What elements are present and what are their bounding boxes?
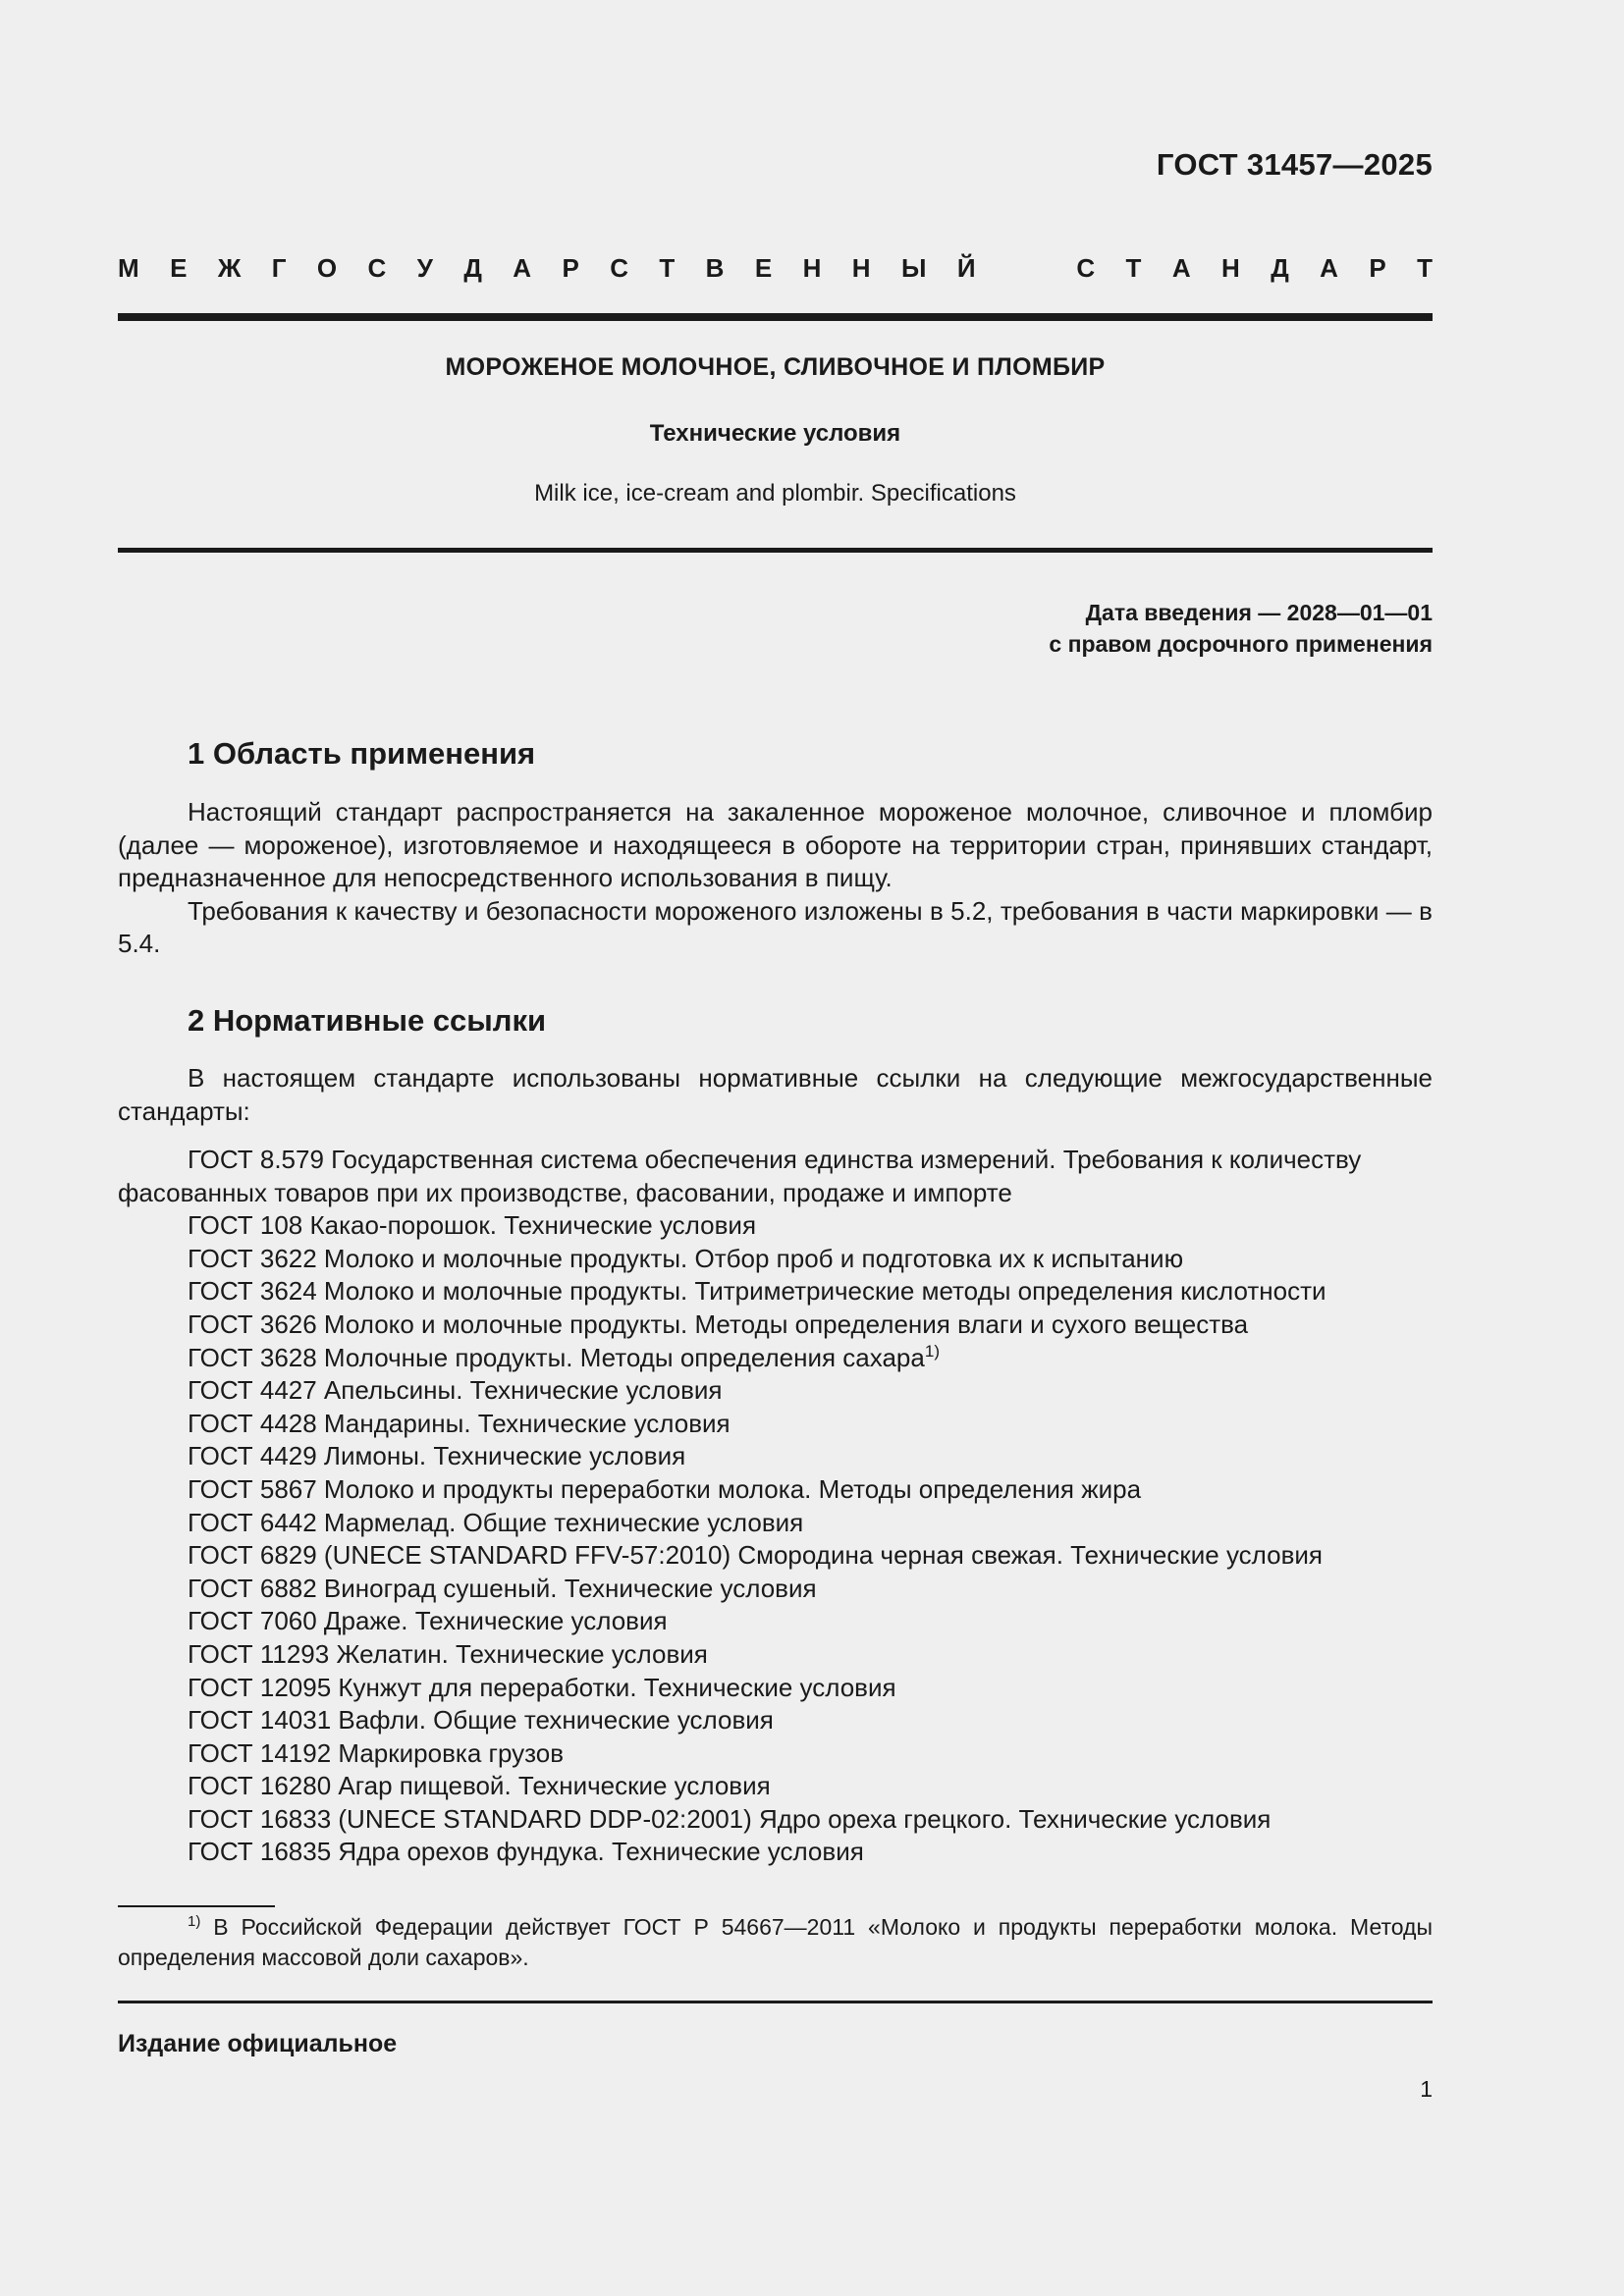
- banner-letter: Е: [170, 253, 188, 283]
- normative-references-list: [118, 1144, 1433, 1869]
- reference-item: [118, 1342, 1433, 1375]
- banner-letter: О: [316, 253, 338, 283]
- reference-text: ГОСТ 16833 (UNECE STANDARD DDP-02:2001) Ядро ореха грецкого. Технические условия: [188, 1803, 1272, 1834]
- reference-text: ГОСТ 16835 Ядра орехов фундука. Технические условия: [188, 1837, 864, 1867]
- banner-letter: Р: [562, 253, 579, 283]
- banner-letter: А: [513, 253, 532, 283]
- banner-letter: Т: [1417, 253, 1433, 283]
- reference-footnote-mark: 1): [924, 1341, 940, 1361]
- section-2-heading: 2 Нормативные ссылки: [188, 1003, 547, 1038]
- banner-letter: Н: [1221, 253, 1240, 283]
- title-rule: [118, 548, 1433, 553]
- reference-item: [118, 1638, 1433, 1672]
- section-1-body: [118, 796, 1433, 961]
- banner-letter: А: [1171, 253, 1191, 283]
- reference-text: ГОСТ 6442 Мармелад. Общие технические условия: [188, 1507, 804, 1537]
- banner-letter: Т: [1125, 253, 1142, 283]
- reference-item: [118, 1440, 1433, 1473]
- banner-letter: Д: [1271, 253, 1289, 283]
- page-number: 1: [1420, 2076, 1433, 2102]
- reference-item: [118, 1374, 1433, 1408]
- reference-text: ГОСТ 3624 Молоко и молочные продукты. Титриметрические методы определения кислотности: [188, 1276, 1326, 1307]
- document-subtitle: Технические условия: [649, 420, 901, 447]
- reference-item: [118, 1770, 1433, 1803]
- banner-letter: С: [610, 253, 628, 283]
- document-title: МОРОЖЕНОЕ МОЛОЧНОЕ, СЛИВОЧНОЕ И ПЛОМБИР: [445, 353, 1106, 381]
- reference-text: ГОСТ 12095 Кунжут для переработки. Технические условия: [188, 1672, 896, 1702]
- reference-item: [118, 1209, 1433, 1243]
- footnote-mark: 1): [188, 1913, 201, 1930]
- official-edition-label: Издание официальное: [118, 2030, 398, 2057]
- reference-text: ГОСТ 8.579 Государственная система обеспечения единства измерений. Требования к количеству фасованных товаров при их производстве, фасовании, продаже и импорте: [118, 1145, 1362, 1207]
- reference-text: ГОСТ 3628 Молочные продукты. Методы определения сахара: [188, 1342, 925, 1372]
- reference-text: ГОСТ 14192 Маркировка грузов: [188, 1737, 565, 1768]
- footer-rule: [118, 2001, 1433, 2003]
- english-title: Milk ice, ice-cream and plombir. Specifications: [534, 480, 1016, 507]
- reference-text: ГОСТ 11293 Желатин. Технические условия: [188, 1638, 708, 1669]
- reference-text: ГОСТ 14031 Вафли. Общие технические условия: [188, 1705, 774, 1735]
- banner-letter: Т: [659, 253, 676, 283]
- reference-item: [118, 1243, 1433, 1276]
- reference-text: ГОСТ 16280 Агар пищевой. Технические условия: [188, 1771, 771, 1801]
- banner-letter: Ы: [900, 253, 927, 283]
- section-2-intro: [118, 1062, 1433, 1128]
- banner-letter: Н: [802, 253, 822, 283]
- banner-letter: Н: [851, 253, 871, 283]
- banner-letter: Й: [956, 253, 976, 283]
- reference-text: ГОСТ 6829 (UNECE STANDARD FFV-57:2010) Смородина черная свежая. Технические условия: [188, 1540, 1323, 1571]
- banner-letter: В: [705, 253, 725, 283]
- reference-item: [118, 1473, 1433, 1507]
- banner-letter: Г: [271, 253, 287, 283]
- section-1-paragraph: Требования к качеству и безопасности мороженого изложены в 5.2, требования в части маркировки — в 5.4.: [118, 895, 1433, 959]
- reference-item: [118, 1803, 1433, 1837]
- section-1-heading: 1 Область применения: [188, 736, 536, 771]
- reference-text: ГОСТ 5867 Молоко и продукты переработки молока. Методы определения жира: [188, 1473, 1142, 1504]
- reference-text: ГОСТ 4428 Мандарины. Технические условия: [188, 1408, 731, 1438]
- introduction-date: [1049, 597, 1433, 660]
- section-2-paragraph: В настоящем стандарте использованы нормативные ссылки на следующие межгосударственные стандарты:: [118, 1063, 1433, 1126]
- banner-letter: С: [1076, 253, 1096, 283]
- reference-text: ГОСТ 6882 Виноград сушеный. Технические условия: [188, 1573, 817, 1603]
- reference-item: [118, 1737, 1433, 1771]
- footnote-rule: [118, 1905, 275, 1907]
- early-application-line: с правом досрочного применения: [1049, 631, 1433, 657]
- reference-item: [118, 1507, 1433, 1540]
- banner-letter: С: [367, 253, 387, 283]
- interstate-standard-banner: [118, 253, 1433, 284]
- reference-item: [118, 1672, 1433, 1705]
- reference-item: [118, 1539, 1433, 1573]
- banner-letter: Ж: [217, 253, 242, 283]
- reference-text: ГОСТ 3626 Молоко и молочные продукты. Методы определения влаги и сухого вещества: [188, 1308, 1249, 1339]
- header-rule: [118, 313, 1433, 321]
- introduction-date-line: Дата введения — 2028—01—01: [1085, 600, 1433, 625]
- banner-letter: М: [118, 253, 139, 283]
- reference-item: [118, 1308, 1433, 1342]
- reference-item: [118, 1275, 1433, 1308]
- reference-item: [118, 1605, 1433, 1638]
- reference-text: ГОСТ 3622 Молоко и молочные продукты. Отбор проб и подготовка их к испытанию: [188, 1243, 1184, 1273]
- reference-item: [118, 1573, 1433, 1606]
- reference-item: [118, 1836, 1433, 1869]
- reference-item: [118, 1144, 1433, 1209]
- standard-number: ГОСТ 31457—2025: [1156, 147, 1433, 182]
- banner-letter: Е: [754, 253, 773, 283]
- footnote-text: В Российской Федерации действует ГОСТ Р 54667—2011 «Молоко и продукты переработки молока. Методы определения массовой доли сахаров».: [118, 1914, 1433, 1970]
- banner-letter: Д: [463, 253, 482, 283]
- banner-letter: У: [416, 253, 433, 283]
- reference-item: [118, 1704, 1433, 1737]
- reference-text: ГОСТ 4427 Апельсины. Технические условия: [188, 1375, 723, 1406]
- footnote: [118, 1912, 1433, 1973]
- banner-letter: А: [1320, 253, 1338, 283]
- reference-text: ГОСТ 7060 Драже. Технические условия: [188, 1606, 668, 1636]
- section-1-paragraph: Настоящий стандарт распространяется на закаленное мороженое молочное, сливочное и пломбир (далее — мороженое), изготовляемое и находящееся в обороте на территории стран, принявших стандарт, предназначенное для непосредственного использования в пищу.: [118, 797, 1433, 893]
- reference-text: ГОСТ 108 Какао-порошок. Технические условия: [188, 1210, 757, 1241]
- banner-word-gap: [1006, 253, 1046, 284]
- banner-letter: Р: [1369, 253, 1386, 283]
- reference-item: [118, 1408, 1433, 1441]
- reference-text: ГОСТ 4429 Лимоны. Технические условия: [188, 1441, 686, 1471]
